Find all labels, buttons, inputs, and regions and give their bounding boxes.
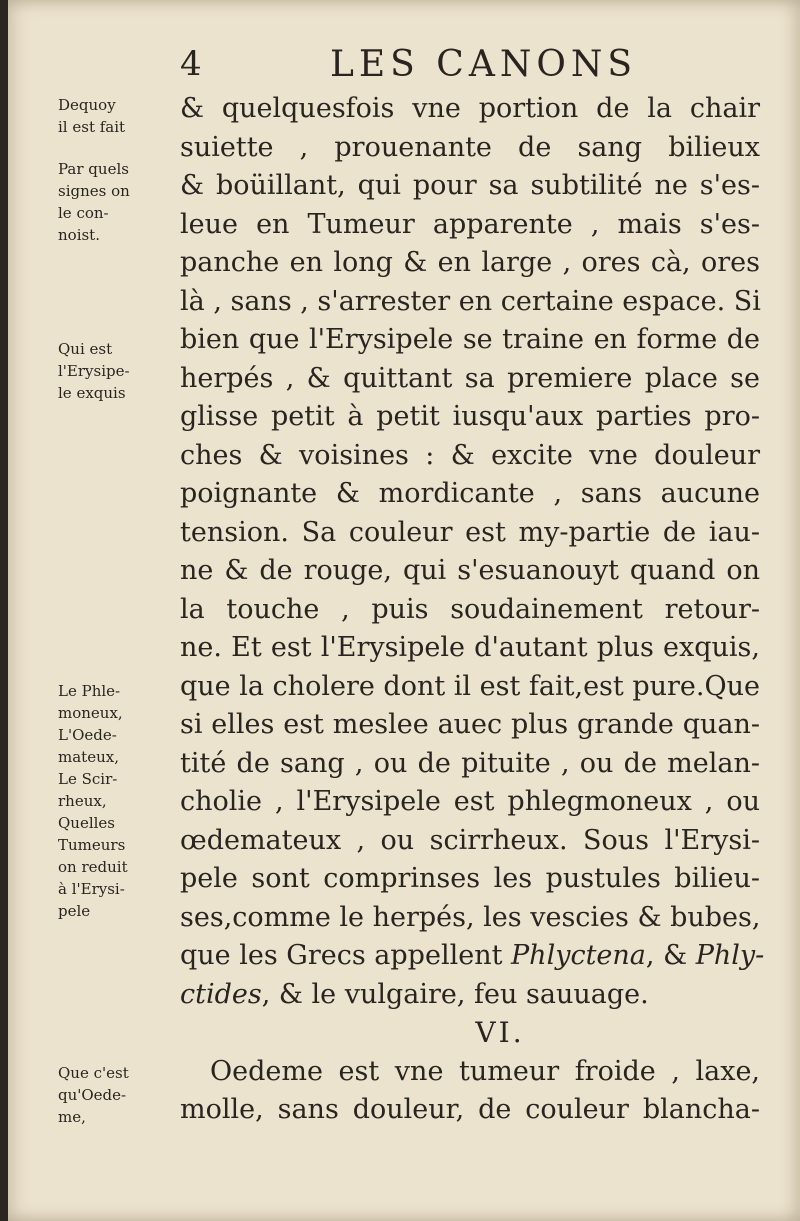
margin-note-line: le exquis <box>58 384 126 402</box>
text-line <box>180 976 760 1015</box>
margin-note-line: noist. <box>58 226 100 244</box>
margin-note-line: Quelles <box>58 814 116 832</box>
text-line: cholie , l'Erysipele est phlegmoneux , ou <box>180 786 760 817</box>
margin-note-line: L'Oede- <box>58 726 117 744</box>
body-text <box>180 90 765 1130</box>
margin-note-line: moneux, <box>58 704 123 722</box>
greek-term: Phly- <box>695 940 765 971</box>
text-line: là , sans , s'arrester en certaine espace. Si <box>180 285 761 317</box>
text-line: que la cholere dont il est fait,est pure.Que <box>180 670 760 702</box>
margin-note-line: Le Phle- <box>58 682 121 700</box>
greek-term: ctides <box>180 978 262 1010</box>
text-line: molle, sans douleur, de couleur blancha- <box>180 1094 760 1125</box>
margin-note-line: Qui est <box>58 340 113 358</box>
text-line: herpés , & quittant sa premiere place se <box>180 362 760 394</box>
text-line: ses,comme le herpés, les vescies & bubes, <box>180 901 761 933</box>
text-fragment: que les Grecs appellent <box>180 940 512 971</box>
text-line: si elles est meslee auec plus grande quan- <box>180 709 760 740</box>
page-header <box>180 44 740 94</box>
text-line: pele sont comprinses les pustules bilieu- <box>180 863 760 894</box>
margin-note-line: le con- <box>58 204 109 222</box>
running-title: LES CANONS <box>330 44 638 85</box>
text-line: tension. Sa couleur est my-partie de iau- <box>180 516 760 548</box>
margin-note-oedeme <box>58 1062 168 1128</box>
margin-note-line: Que c'est <box>58 1064 129 1082</box>
margin-note-phlegmoneux <box>58 680 168 922</box>
text-line: poignante & mordicante , sans aucune <box>180 478 760 509</box>
text-line: leue en Tumeur apparente , mais s'es- <box>180 208 760 240</box>
margin-note-line: à l'Erysi- <box>58 880 125 898</box>
text-line-greek <box>180 937 765 976</box>
text-line: Oedeme est vne tumeur froide , laxe, <box>210 1055 760 1087</box>
margin-note-line: rheux, <box>58 792 107 810</box>
margin-note-line: pele <box>58 902 91 920</box>
margin-note-line: il est fait <box>58 118 126 136</box>
text-line: œdemateux , ou scirrheux. Sous l'Erysi- <box>180 824 760 856</box>
text-line: tité de sang , ou de pituite , ou de melan- <box>180 747 760 779</box>
text-line: & boüillant, qui pour sa subtilité ne s'es- <box>180 170 760 201</box>
text-line: ches & voisines : & excite vne douleur <box>180 439 760 471</box>
greek-term: Phlyctena <box>511 940 646 971</box>
section-number: VI. <box>475 1016 525 1049</box>
text-line: suiette , prouenante de sang bilieux <box>180 131 760 163</box>
margin-note-line: signes on <box>58 182 130 200</box>
text-line: & quelquesfois vne portion de la chair <box>180 93 760 124</box>
margin-note-line: Par quels <box>58 160 129 178</box>
margin-note-line: Dequoy <box>58 96 116 114</box>
margin-note-line: mateux, <box>58 748 119 766</box>
margin-note-line: on reduit <box>58 858 128 876</box>
margin-note-line: Tumeurs <box>58 836 126 854</box>
page-number: 4 <box>180 44 203 84</box>
margin-note-line: Le Scir- <box>58 770 118 788</box>
text-line: la touche , puis soudainement retour- <box>180 593 760 625</box>
text-line: bien que l'Erysipele se traine en forme de <box>180 324 760 355</box>
text-line: panche en long & en large , ores cà, ores <box>180 247 760 278</box>
text-fragment: , & <box>645 940 696 971</box>
text-line: ne. Et est l'Erysipele d'autant plus exquis, <box>180 632 760 663</box>
margin-note-line: qu'Oede- <box>58 1086 127 1104</box>
margin-note-signes <box>58 158 168 246</box>
margin-note-exquis <box>58 338 168 404</box>
margin-note-line: me, <box>58 1108 86 1126</box>
text-fragment: , & le vulgaire, feu sauuage. <box>261 978 649 1010</box>
text-line: glisse petit à petit iusqu'aux parties pro- <box>180 401 760 432</box>
margin-note-line: l'Erysipe- <box>58 362 130 380</box>
margin-note-dequoy <box>58 94 168 138</box>
text-line: ne & de rouge, qui s'esuanouyt quand on <box>180 555 760 586</box>
binding-gutter <box>0 0 8 1221</box>
